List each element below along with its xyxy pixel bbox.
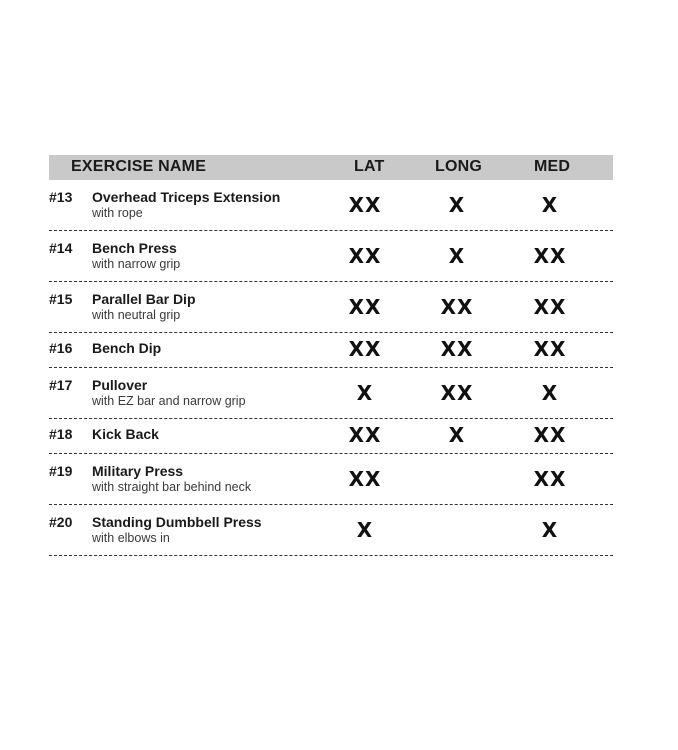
med-mark: X [541,193,559,217]
lat-mark: XX [348,244,382,268]
lat-mark: XX [348,467,382,491]
table-row [49,333,613,368]
table-row [49,282,613,333]
lat-mark: X [356,518,374,542]
med-mark: XX [533,337,567,361]
exercise-number: #13 [49,189,73,205]
exercise-number: #20 [49,514,73,530]
med-mark: XX [533,295,567,319]
table-row [49,368,613,419]
med-mark: X [541,518,559,542]
med-mark: X [541,381,559,405]
header-med: MED [534,158,571,175]
exercise-subtitle: with rope [92,206,143,220]
long-mark: X [448,193,466,217]
exercise-subtitle: with neutral grip [92,308,181,322]
med-mark: XX [533,467,567,491]
exercise-title: Bench Dip [92,340,162,356]
long-mark: XX [440,337,474,361]
exercise-title: Military Press [92,463,184,479]
exercise-subtitle: with narrow grip [92,257,181,271]
exercise-title: Parallel Bar Dip [92,291,196,307]
long-mark: XX [440,295,474,319]
exercise-title: Overhead Triceps Extension [92,189,281,205]
header-long: LONG [435,158,483,175]
lat-mark: XX [348,337,382,361]
table-row [49,231,613,282]
exercise-title: Pullover [92,377,148,393]
long-mark: XX [440,381,474,405]
header-lat: LAT [354,158,385,175]
table-row [49,180,613,231]
exercise-subtitle: with EZ bar and narrow grip [92,394,246,408]
med-mark: XX [533,244,567,268]
exercise-number: #17 [49,377,73,393]
exercise-title: Kick Back [92,426,159,442]
exercise-number: #15 [49,291,73,307]
lat-mark: XX [348,193,382,217]
table-row [49,419,613,454]
table-header [49,155,613,180]
exercise-title: Standing Dumbbell Press [92,514,262,530]
table-row [49,454,613,505]
med-mark: XX [533,423,567,447]
exercise-title: Bench Press [92,240,177,256]
exercise-number: #19 [49,463,73,479]
lat-mark: XX [348,423,382,447]
exercise-number: #14 [49,240,73,256]
exercise-number: #16 [49,340,73,356]
lat-mark: XX [348,295,382,319]
long-mark: X [448,423,466,447]
exercise-subtitle: with straight bar behind neck [92,480,252,494]
header-exercise-name: EXERCISE NAME [71,158,207,175]
lat-mark: X [356,381,374,405]
exercise-number: #18 [49,426,73,442]
table-row [49,505,613,556]
exercise-subtitle: with elbows in [92,531,170,545]
exercise-table [49,155,613,556]
long-mark: X [448,244,466,268]
